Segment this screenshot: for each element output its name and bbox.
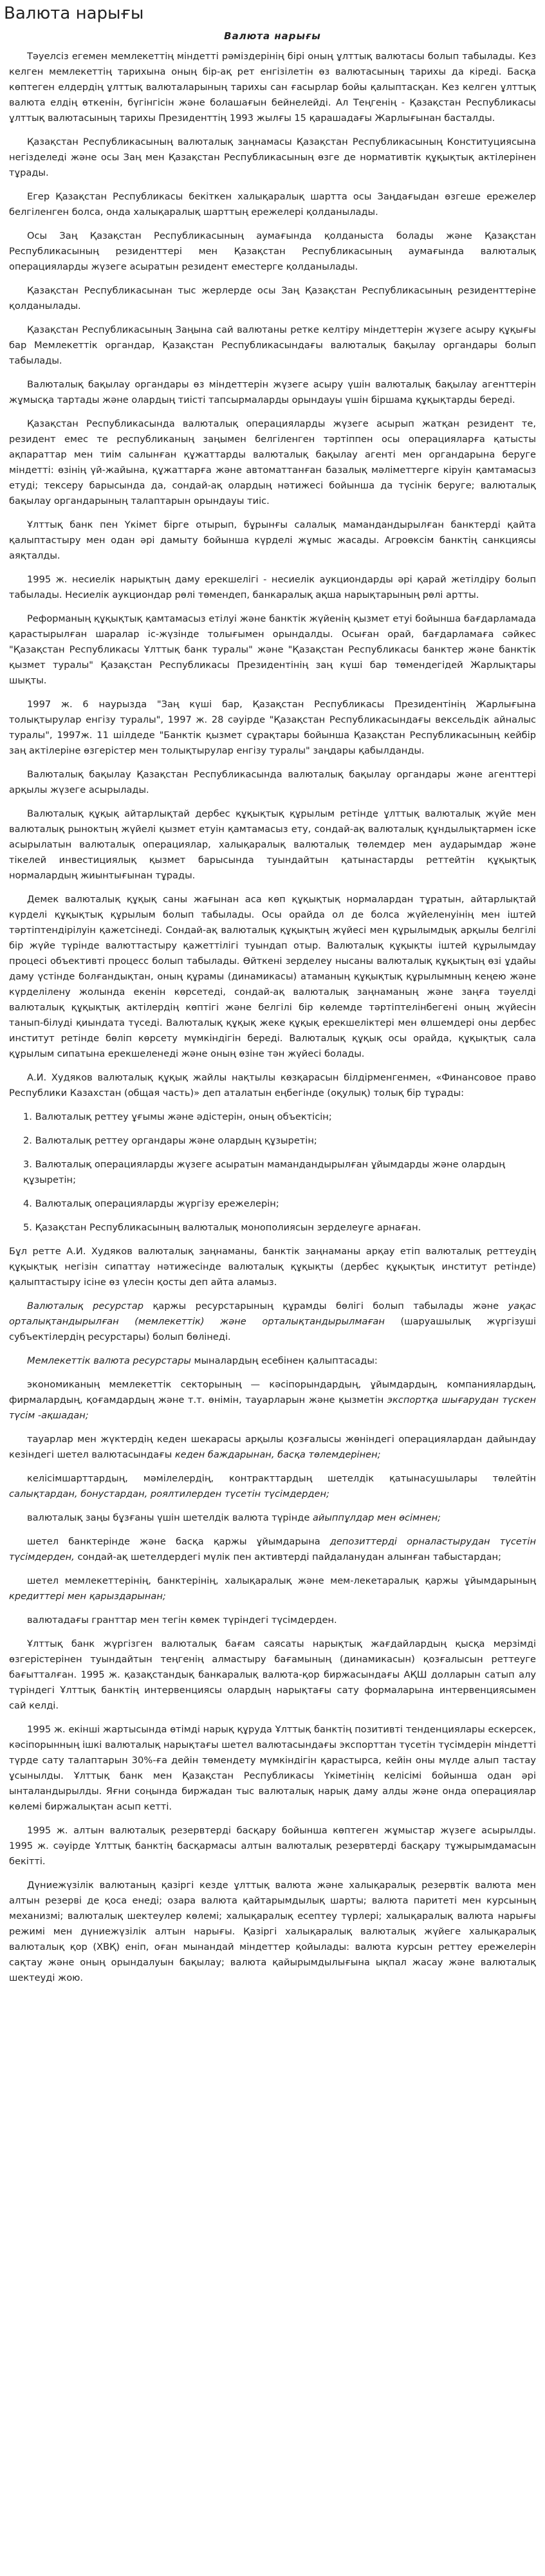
paragraph-text: 3. Валюталық операцияларды жүзеге асыратын мамандандырылған ұйымдарды және олардың құзыретін;	[23, 1159, 505, 1185]
paragraph-text: 2. Валюталық реттеу органдары және олардың құзыретін;	[23, 1135, 317, 1146]
page-title: Валюта нарығы	[4, 4, 144, 23]
paragraph-text: валютадағы гранттар мен тегін көмек түріндегі түсімдерден.	[27, 1615, 337, 1626]
list-item	[9, 1133, 536, 1149]
paragraph	[9, 1070, 536, 1101]
paragraph-text: валюталық заңы бұзғаны үшін шетелдік валюта түрінде	[27, 1512, 313, 1523]
emphasis-text: айыппұлдар мен өсімнен;	[312, 1512, 441, 1523]
paragraph-text: Қазақстан Республикасынан тыс жерлерде осы Заң Қазақстан Республикасының резиденттеріне қолданылады.	[9, 285, 536, 311]
paragraph	[9, 416, 536, 509]
paragraph-text: (шаруашылық жүргізуші субъектілердің ресурстары) болып бөлінеді.	[9, 1316, 536, 1342]
paragraph-text: мыналардың есебінен қалыптасады:	[190, 1355, 378, 1366]
paragraph-text: Тәуелсіз егемен мемлекеттің міндетті рәміздерінің бірі оның ұлттық валютасы болып табылады. Кез келген мемлекеттің тарихына оның бір-ақ рет енгізілетін өз валютасының тарихы да кіреді. Басқа көптеген елдердің ұлттық валюталарының тарихы сан ғасырлар бойы қалыптасқан. Кез келген ұлттық валюта елдің өткенін, бүгінгісін және болашағын бейнелейді. Ал Теңгенің - Қазақстан Республикасы ұлттық валютасының тарихы Президенттің 1993 жылғы 15 қарашадағы Жарлығынан басталды.	[9, 51, 536, 124]
list-item	[9, 1157, 536, 1188]
paragraph	[9, 1636, 536, 1714]
list-item	[9, 1109, 536, 1125]
paragraph	[9, 1613, 536, 1628]
paragraph-text: А.И. Худяков валюталық құқық жайлы нақтылы көзқарасын білдірменгенмен, «Финансовое право Республики Казахстан (общая часть)» деп аталатын еңбегінде (оқулық) толық бір тұрады:	[9, 1072, 536, 1098]
paragraph	[9, 283, 536, 314]
document-content	[9, 49, 536, 1986]
paragraph	[9, 892, 536, 1062]
paragraph	[9, 611, 536, 689]
paragraph-text: 1. Валюталық реттеу ұғымы және әдістерін, оның объектісін;	[23, 1111, 332, 1122]
paragraph-text: Қазақстан Республикасының Заңына сай валютаны ретке келтіру міндеттерін жүзеге асыру құқығы бар Мемлекеттік органдар, Қазақстан Республикасындағы валюталық бақылау органдары болып табылады.	[9, 324, 536, 366]
paragraph	[9, 228, 536, 275]
paragraph	[9, 1573, 536, 1604]
paragraph-text: Реформаның құқықтық қамтамасыз етілуі және банктік жүйенің қызмет етуі бойынша бағдарламада қарастырылған шаралар іс-жүзінде толығымен орындалды. Осыған орай, бағдарламаға сәйкес "Қазақстан Республикасы Ұлттық банк туралы" және "Қазақстан Республикасы банктер және банктік қызмет туралы" Қазақстан Республикасы Президентінің заң күші бар төмендегідей Жарлықтары шықты.	[9, 613, 536, 686]
paragraph-text: Ұлттық банк пен Үкімет бірге отырып, бұрынғы салалық мамандандырылған банктерді қайта қалыптастыру мен одан әрі дамыту бойынша күрделі жұмыс жасады. Агроөксім банктің санкциясы аяқталды.	[9, 519, 536, 561]
emphasis-text: Мемлекеттік валюта ресурстары	[27, 1355, 191, 1366]
paragraph-text: 4. Валюталық операцияларды жүргізу ережелерін;	[23, 1198, 279, 1209]
paragraph	[9, 1377, 536, 1423]
paragraph-text: шетел мемлекеттерінің, банктерінің, халықаралық және мем-лекетаралық қаржы ұйымдарының	[27, 1575, 536, 1586]
paragraph	[9, 806, 536, 884]
list-item	[9, 1220, 536, 1236]
paragraph-text: экономиканың мемлекеттік секторының — кәсіпорындардың, ұйымдардың, компаниялардың, фирмалардың, қоғамдардың және т.т. өнімін, тауарларын және қызметін	[9, 1379, 536, 1405]
paragraph-text: Ұлттық банк жүргізген валюталық бағам саясаты нарықтық жағдайлардың қысқа мерзімді өзгерістерінен туындайтын теңгенің алмастыру бағамының (динамикасын) қозғалысын реттеуге бағытталған. 1995 ж. қазақстандық банкаралық валюта-қор биржасындағы АҚШ долларын сатып алу түріндегі Ұлттық банктің интервенциясы олардың нарықтағы сату формаларына интервенциясымен сай келді.	[9, 1638, 536, 1711]
paragraph	[9, 322, 536, 369]
paragraph-text: шетел банктерінде және басқа қаржы ұйымдарына	[27, 1536, 330, 1547]
paragraph	[9, 517, 536, 564]
paragraph	[9, 1823, 536, 1869]
paragraph	[9, 1471, 536, 1502]
paragraph	[9, 767, 536, 798]
paragraph-text: 1995 ж. несиелік нарықтың даму ерекшелігі - несиелік аукциондарды әрі қарай жетілдіру болып табылады. Несиелік аукциондар рөлі төмендеп, банкаралық ақша нарықтарының рөлі артты.	[9, 574, 536, 600]
paragraph-text: келісімшарттардың, мәмілелердің, контракттардың шетелдік қатынасушылары төлейтін	[27, 1473, 536, 1484]
paragraph	[9, 1722, 536, 1815]
paragraph-text: Валюталық бақылау органдары өз міндеттерін жүзеге асыру үшін валюталық бақылау агенттерін жұмысқа тартады және олардың тиісті тапсырмаларды орындауы үшін біршама құқықтарды береді.	[9, 379, 536, 405]
emphasis-text: уақас орталықтандырылған (мемлекеттік) және орталықтандырылмаған	[9, 1301, 536, 1327]
paragraph-text: 5. Қазақстан Республикасының валюталық монополиясын зерделеуге арнаған.	[23, 1222, 421, 1233]
paragraph-text: Қазақстан Республикасының валюталық заңнамасы Қазақстан Республикасының Конституциясына негізделеді және осы Заң мен Қазақстан Республикасының өзге де нормативтік құқықтық актілерінен тұрады.	[9, 136, 536, 178]
paragraph	[9, 1432, 536, 1463]
document-heading: Валюта нарығы	[224, 30, 321, 42]
paragraph-text: Валюталық құқық айтарлықтай дербес құқықтық құрылым ретінде ұлттық валюталық жүйе мен валюталық рыноктың жүйелі қызмет етуін қамтамасыз ету, сондай-ақ валюталық құндылықтармен іске асырылатын валюталық операциялар, халықаралық валюталық төлемдер мен аударымдар және тікелей инвестициялық қызмет барысында туындайтын қатынастарды реттейтін құқықтық нормалардың жиынтығынан тұрады.	[9, 808, 536, 881]
paragraph	[9, 572, 536, 603]
paragraph-text: тауарлар мен жүктердің кеден шекарасы арқылы қозғалысы жөніндегі операциялардан дайындау кезіндегі шетел валютасындағы	[9, 1434, 536, 1460]
paragraph-text: Бұл ретте А.И. Худяков валюталық заңнаманы, банктік заңнаманы арқау етіп валюталық реттеудің құқықтық негізін сипаттау нәтижесінде валюталық құқықты (дербес құқықтық институт ретінде) қалыптастыру ісіне өз үлесін қосты деп айта аламыз.	[9, 1246, 536, 1288]
paragraph	[9, 49, 536, 126]
paragraph-text: Осы Заң Қазақстан Республикасының аумағында қолданыста болады және Қазақстан Республикасының резиденттері мен Қазақстан Республикасының аумағында валюталық операцияларды жүзеге асыратын резидент еместерге қолданылады.	[9, 230, 536, 272]
paragraph-text: қаржы ресурстарының құрамды бөлігі болып табылады және	[143, 1301, 508, 1311]
paragraph	[9, 1299, 536, 1345]
paragraph-text: 1995 ж. алтын валюталық резервтерді басқару бойынша көптеген жұмыстар жүзеге асырылды. 1995 ж. сәуірде Ұлттық банктің басқармасы алтын валюталық резервтерді басқару тұжырымдамасын бекітті.	[9, 1825, 536, 1867]
paragraph	[9, 1510, 536, 1526]
paragraph	[9, 1534, 536, 1565]
emphasis-text: кеден баждарынан, басқа төлемдерінен;	[174, 1449, 381, 1460]
paragraph-text: Валюталық бақылау Қазақстан Республикасында валюталық бақылау органдары және агенттері арқылы жүзеге асырылады.	[9, 769, 536, 795]
paragraph	[9, 377, 536, 408]
paragraph-text: сондай-ақ шетелдердегі мүлік пен активтерді пайдаланудан алынған табыстардан;	[74, 1552, 502, 1562]
emphasis-text: Валюталық ресурстар	[27, 1301, 144, 1311]
paragraph-text: Дүниежүзілік валютаның қазіргі кезде ұлттық валюта және халықаралық резервтік валюта мен алтын резерві де қоса енеді; озара валюта қайтарымдылық шарты; валюта паритеті мен курсының механизмі; валюталық шектеулер көлемі; халықаралық есептеу түрлері; халықаралық валюта нарығы режимі мен дүниежүзілік алтын нарығы. Қазіргі халықаралық валюталық жүйеге халықаралық валюталық қор (ХВҚ) еніп, оған мынандай міндеттер қойылады: валюта курсын реттеу ережелерін сақтау және оның орындалуын бақылау; валюта қайырымдылығына ықпал жасау және валюталық шектеуді жою.	[9, 1880, 536, 1983]
paragraph-text: Демек валюталық құқық саны жағынан аса көп құқықтық нормалардан тұратын, айтарлықтай күрделі құқықтық құрылым болып табылады. Осы орайда ол де болса жүйеленуінің мен іштей тәртіптендірілуін қажетсінеді. Сондай-ақ валюталық құқықтың жүйесі мен құрылымдық арқылы белгілі бір жүйе түрінде валюттастыру қажеттілігі туындап отыр. Валюталық құқықты іштей құрылымдау процесі объективті процесс болып табылады. Өйткені зерделеу нысаны валюталық құқықтың өзі ұдайы даму үстінде болғандықтан, оның құрамы (динамикасы) атаманың құқықтық құрылымның кеңею және күрделілену жолында екенін көрсетеді, сондай-ақ валюталық заңнаманың және заңға тәуелді валюталық құқықтық актілердің көптігі және белгілі бір көлемде тәртіптелінбегені оның жүйесін танып-білуді қиындата түседі. Валюталық құқық жеке құқық ерекшеліктері мен өлшемдері оны дербес институт ретінде бөліп көрсету мүмкіндігін береді. Валюталық құқық осы орайда, құқықтық сала құрылым сипатына ерекшеленеді және оның өзіне тән жүйесі болады.	[9, 894, 536, 1059]
emphasis-text: экспортқа шығарудан түскен түсім -ақшадан;	[9, 1395, 536, 1421]
paragraph-text: 1997 ж. 6 наурызда "Заң күші бар, Қазақстан Республикасы Президентінің Жарлығына толықтырулар енгізу туралы", 1997 ж. 28 сәуірде "Қазақстан Республикасындағы вексельдік айналыс туралы", 1997ж. 11 шілдеде "Банктік қызмет сұрақтары бойынша Қазақстан Республикасының кейбір заң актілеріне өзгерістер мен толықтырулар енгізу туралы" заңдары қабылданды.	[9, 699, 536, 756]
paragraph	[9, 1244, 536, 1290]
paragraph-text: Егер Қазақстан Республикасы бекіткен халықаралық шартта осы Заңдағыдан өзгеше ережелер белгіленген болса, онда халықаралық шарттың ережелері қолданылады.	[9, 191, 536, 218]
paragraph	[9, 189, 536, 220]
paragraph	[9, 1878, 536, 1986]
document-body	[0, 28, 545, 1986]
emphasis-text: депозиттерді орналастырудан түсетін түсімдерден,	[9, 1536, 536, 1562]
list-item	[9, 1196, 536, 1212]
paragraph	[9, 697, 536, 759]
emphasis-text: салықтардан, бонустардан, роялтилерден түсетін түсімдерден;	[9, 1488, 329, 1499]
emphasis-text: кредиттері мен қарыздарынан;	[9, 1591, 166, 1602]
paragraph	[9, 134, 536, 181]
paragraph-text: 1995 ж. екінші жартысында өтімді нарық құруда Ұлттық банктің позитивті тенденциялары ескерсек, кәсіпорынның ішкі валюталық нарықтағы шетел валютасындағы экспорттан түсетін түсімдерін міндетті түрде сату талаптарын 30%-ға дейін төмендету мүмкіндігін қарастырса, кейін оны мүлде алып тастау ұсынылды. Ұлттық банк мен Қазақстан Республикасы Үкіметінің келісімі бойынша одан әрі ынталандырылды. Яғни соңында биржадан тыс валюталық нарық даму алды және онда операциялар көлемі биржалықтан асып кетті.	[9, 1724, 536, 1812]
paragraph	[9, 1353, 536, 1369]
paragraph-text: Қазақстан Республикасында валюталық операцияларды жүзеге асырып жатқан резидент те, резидент емес те республиканың заңымен белгіленген тәртіппен осы операцияларға қатысты ақпараттар мен тиім салынған құжаттарды валюталық бақылау агенті мен органдарына беруге міндетті: өзінің үй-жайына, құжаттарға және автоматтанған базалық мәліметтерге кіруін қамтамасыз етуді; тексеру барысында да, сондай-ақ олардың нәтижесі бойынша да түсінік беруге; валюталық бақылау органдарының талаптарын орындауы тиіс.	[9, 418, 536, 506]
